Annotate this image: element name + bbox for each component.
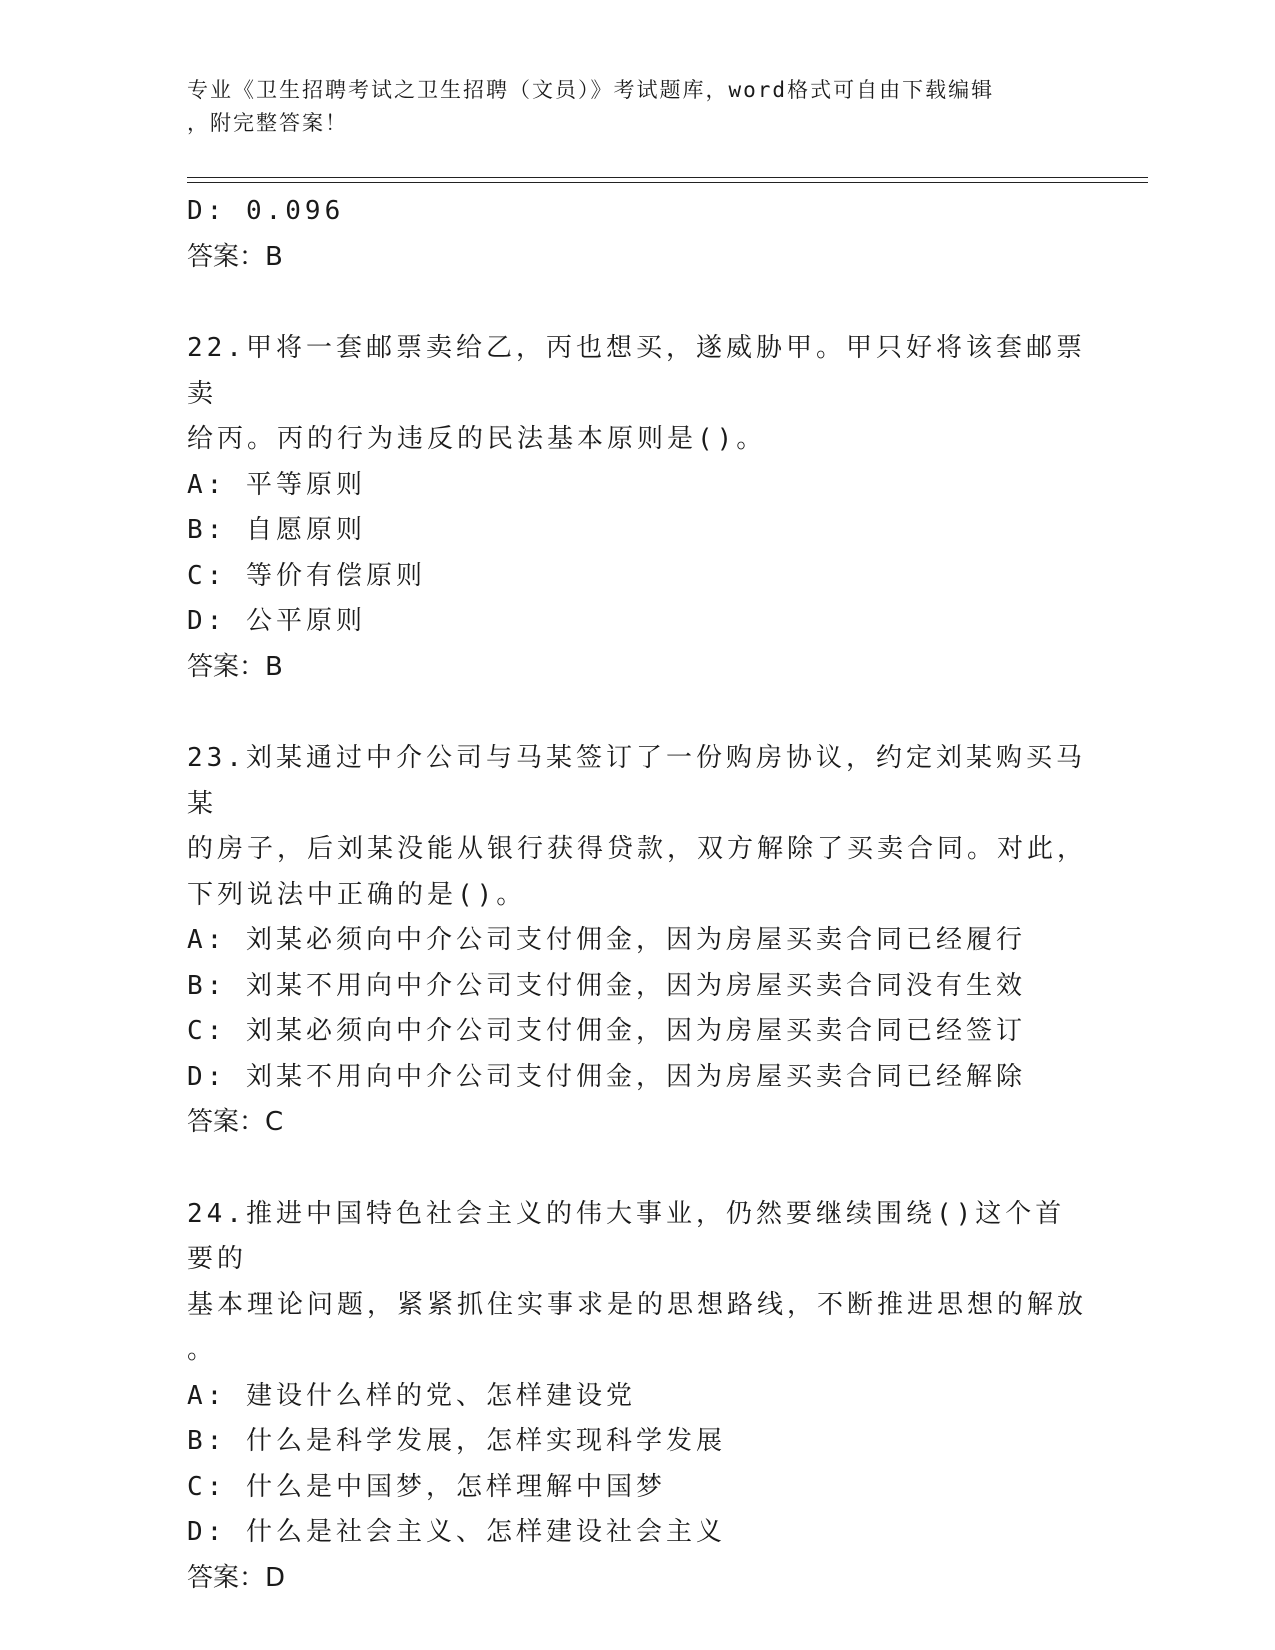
question-text-line: 23.刘某通过中介公司与马某签订了一份购房协议，约定刘某购买马某 <box>187 743 1086 819</box>
question-23 <box>187 736 1087 1146</box>
option-b: B: 什么是科学发展，怎样实现科学发展 <box>187 1426 726 1456</box>
question-text-line: 22.甲将一套邮票卖给乙，丙也想买，遂威胁甲。甲只好将该套邮票卖 <box>187 333 1086 409</box>
spacer <box>187 280 1087 326</box>
option-d: D: 什么是社会主义、怎样建设社会主义 <box>187 1517 726 1547</box>
option-c: C: 刘某必须向中介公司支付佣金，因为房屋买卖合同已经签订 <box>187 1016 1026 1046</box>
answer-line: 答案：D <box>187 1562 286 1593</box>
option-d: D: 0.096 <box>187 196 345 226</box>
question-text-line: 基本理论问题，紧紧抓住实事求是的思想路线，不断推进思想的解放 <box>187 1289 1088 1320</box>
previous-question-tail <box>187 189 1087 280</box>
option-b: B: 自愿原则 <box>187 515 366 545</box>
option-a: A: 平等原则 <box>187 469 366 500</box>
option-d: D: 刘某不用向中介公司支付佣金，因为房屋买卖合同已经解除 <box>187 1061 1026 1092</box>
option-a: A: 刘某必须向中介公司支付佣金，因为房屋买卖合同已经履行 <box>187 925 1026 955</box>
document-header <box>187 74 1067 140</box>
question-text-line: 下列说法中正确的是()。 <box>187 879 527 910</box>
question-text-line: 的房子，后刘某没能从银行获得贷款，双方解除了买卖合同。对此， <box>187 834 1088 864</box>
option-a: A: 建设什么样的党、怎样建设党 <box>187 1380 636 1411</box>
answer-line: 答案：C <box>187 1107 284 1137</box>
question-text-line: 24.推进中国特色社会主义的伟大事业，仍然要继续围绕()这个首要的 <box>187 1198 1066 1274</box>
spacer <box>187 690 1087 736</box>
question-24 <box>187 1192 1087 1602</box>
option-c: C: 等价有偿原则 <box>187 560 426 591</box>
spacer <box>187 1146 1087 1192</box>
header-title-line-2: ，附完整答案！ <box>187 111 348 135</box>
option-d: D: 公平原则 <box>187 606 366 636</box>
answer-line: 答案：B <box>187 241 283 272</box>
option-c: C: 什么是中国梦，怎样理解中国梦 <box>187 1471 666 1502</box>
header-title-line-1: 专业《卫生招聘考试之卫生招聘（文员）》考试题库，word格式可自由下载编辑 <box>187 78 995 102</box>
option-b: B: 刘某不用向中介公司支付佣金，因为房屋买卖合同没有生效 <box>187 970 1026 1001</box>
answer-line: 答案：B <box>187 651 283 682</box>
header-rule-bottom <box>187 182 1148 183</box>
question-text-line: 给丙。丙的行为违反的民法基本原则是()。 <box>187 424 767 454</box>
header-rule-top <box>187 177 1148 178</box>
question-text-line: 。 <box>187 1335 218 1365</box>
question-22 <box>187 326 1087 690</box>
question-content <box>187 189 1087 1601</box>
